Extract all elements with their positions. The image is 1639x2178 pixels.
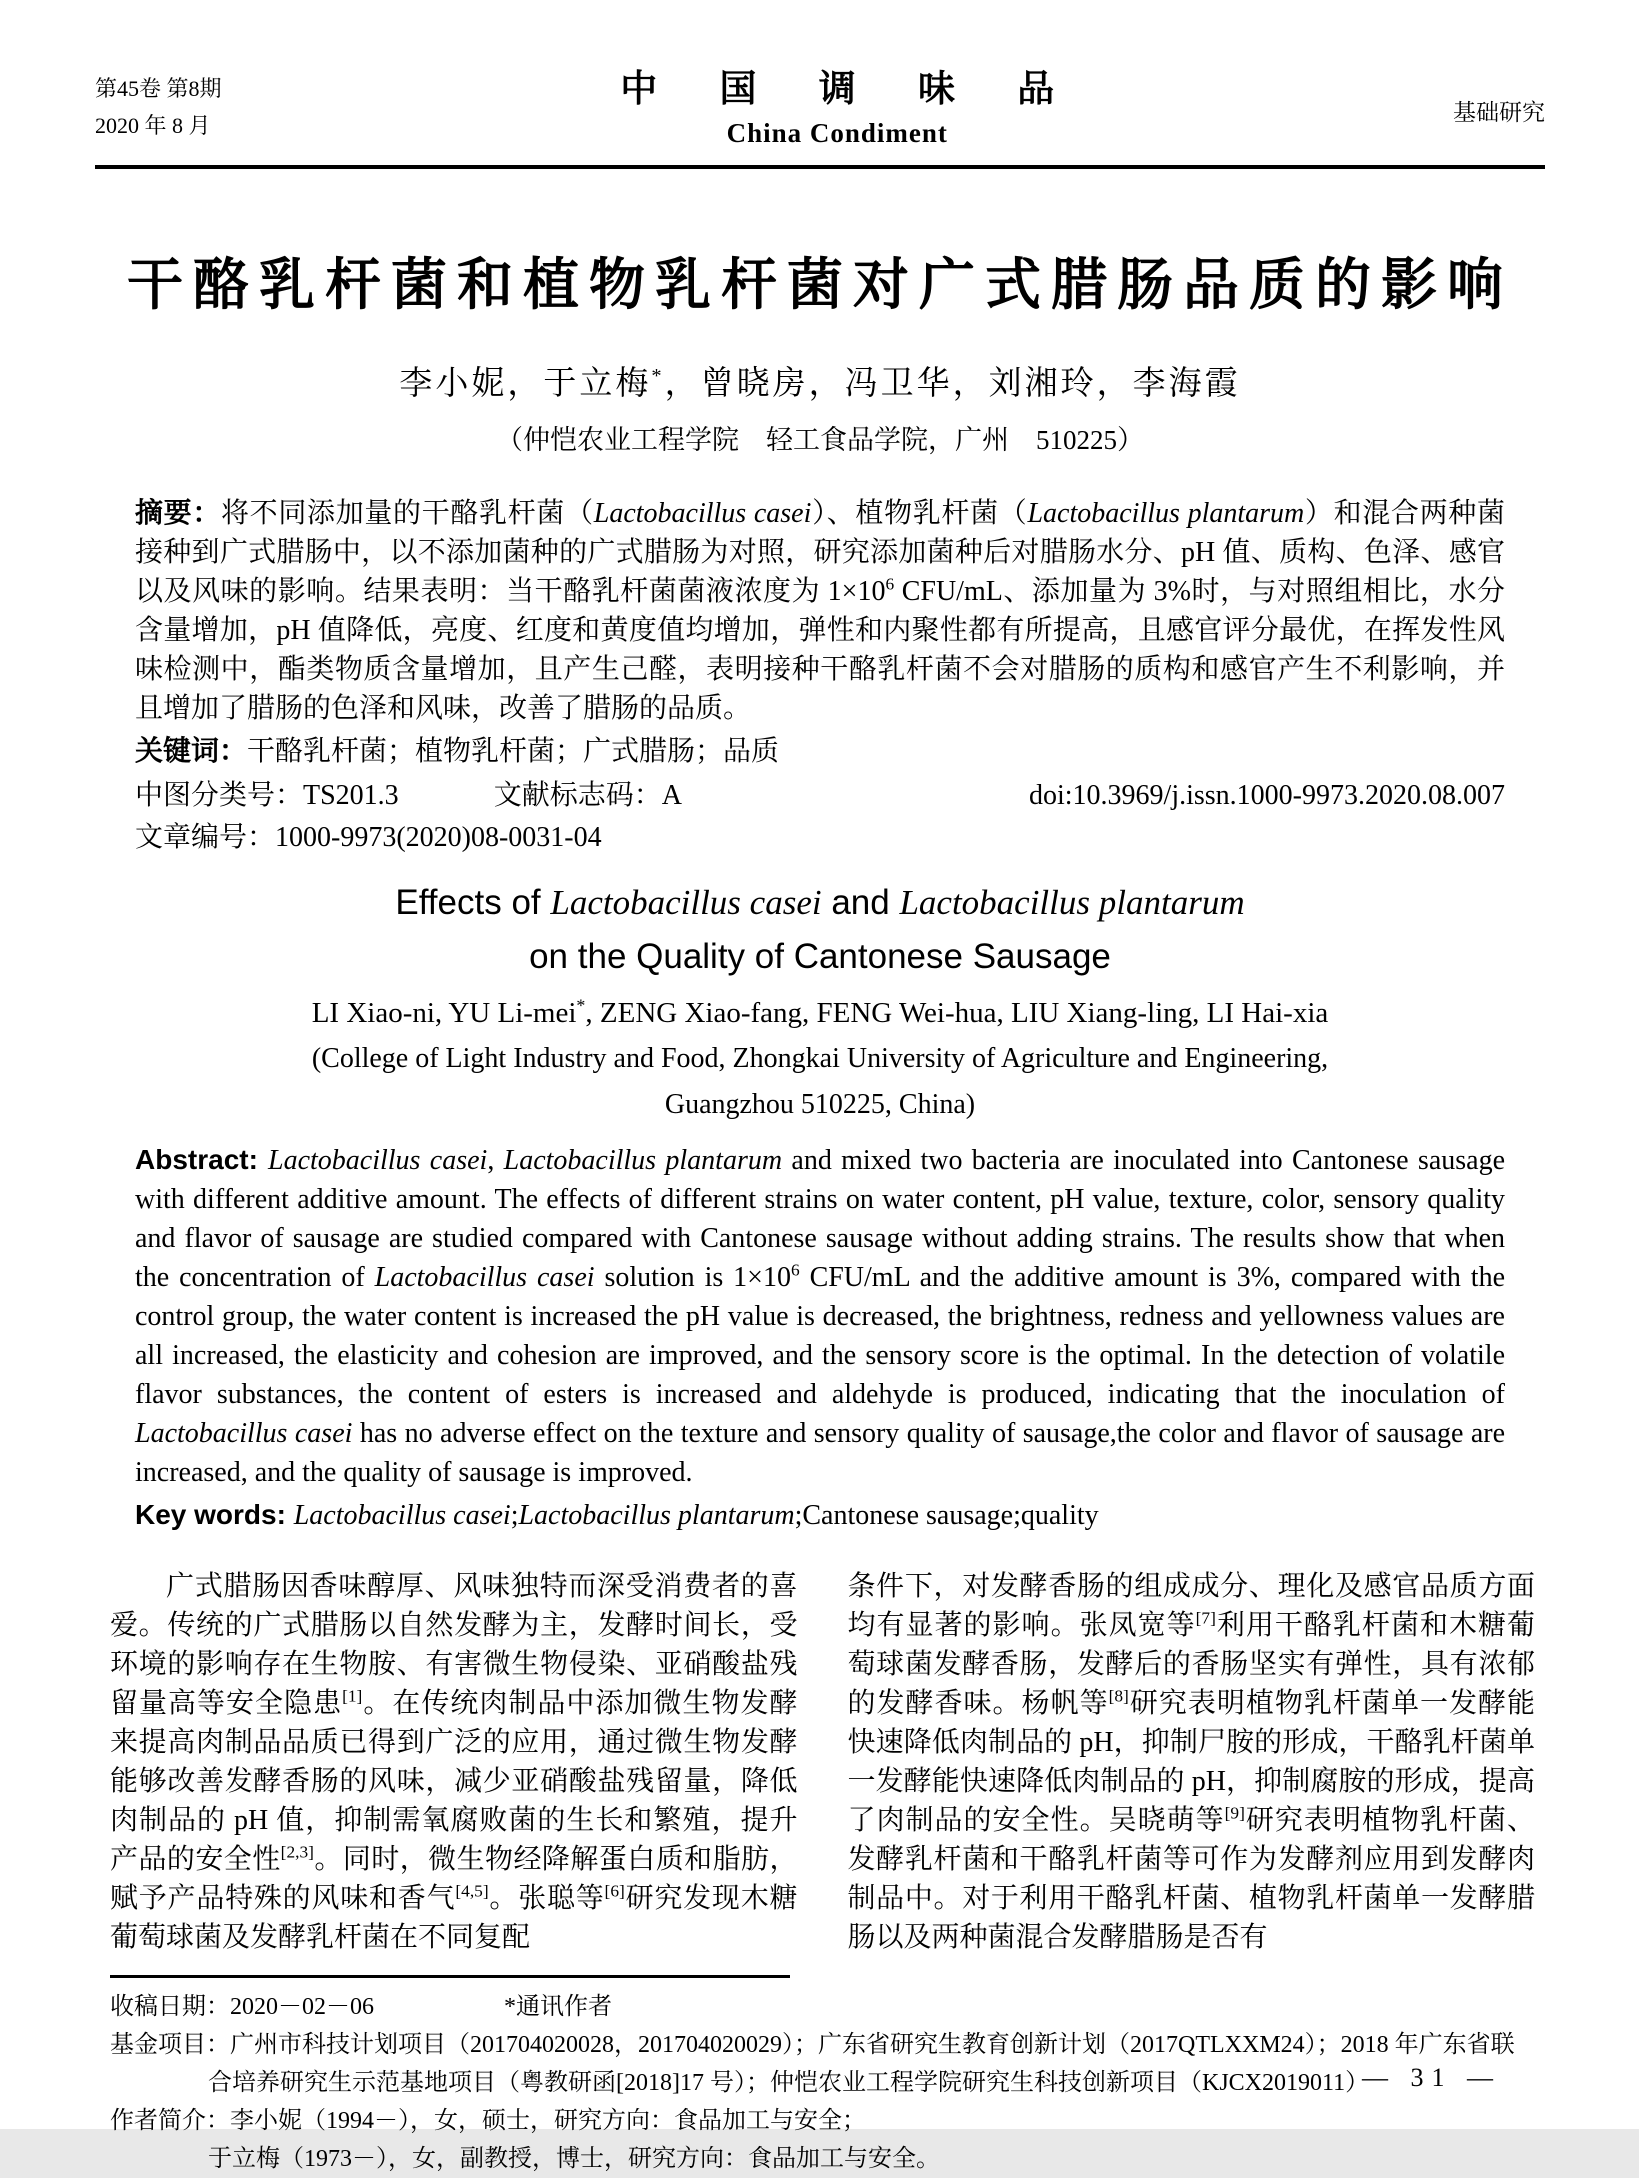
fund-project-line1: 基金项目：广州市科技计划项目（201704020028，201704020029）；广东省研究生教育创新计划（2017QTLXXM24）；2018 年广东省联 [110, 2032, 1515, 2058]
author-bio-line2: 于立梅（1973－），女，副教授，博士，研究方向：食品加工与安全。 [208, 2146, 940, 2172]
page-header [95, 58, 1545, 149]
page-number: — 31 — [1362, 2063, 1501, 2092]
column-label: 基础研究 [1453, 100, 1545, 125]
affiliation-cn: （仲恺农业工程学院 轻工食品学院，广州 510225） [496, 425, 1144, 455]
keywords-en: Key words: Lactobacillus casei;Lactobacillus plantarum;Cantonese sausage;quality [135, 1499, 1099, 1531]
article-meta-row [135, 775, 1505, 817]
article-title-en-line1: Effects of Lactobacillus casei and Lactobacillus plantarum [395, 883, 1245, 922]
body-column-left [110, 1567, 798, 1957]
journal-title-block [222, 58, 1453, 149]
body-columns [95, 1567, 1545, 1957]
header-rule [95, 165, 1545, 169]
keywords-cn: 关键词：干酪乳杆菌；植物乳杆菌；广式腊肠；品质 [135, 735, 780, 767]
affiliation-en-line2: Guangzhou 510225, China) [664, 1089, 976, 1120]
footnote-received-row [110, 1988, 1545, 2026]
author-bio-line1: 作者简介：李小妮（1994－），女，硕士，研究方向：食品加工与安全； [110, 2108, 866, 2134]
abstract-en: Abstract: Lactobacillus casei, Lactobacillus plantarum and mixed two bacteria are inoculated into Cantonese sausage with different additive amount. The effects of different strains on water content, pH value, texture, color, sensory quality and flavor of sausage are studied compared with Cantonese sausage without adding strains. The results show that when the concentration of Lactobacillus casei solution is $1\times 10^6$ CFU/mL and the additive amount is 3%, compared with the control group, the water content is increased the pH value is decreased, the brightness, redness and yellowness values are all increased, the elasticity and cohesion are improved, and the sensory score is the optimal. In the detection of volatile flavor substances, the content of esters is increased and aldehyde is produced, indicating that the inoculation of Lactobacillus casei has no adverse effect on the texture and sensory quality of sausage,the color and flavor of sausage are increased, and the quality of sausage is improved. [135, 1144, 1506, 1488]
doi: doi:10.3969/j.issn.1000-9973.2020.08.007 [1028, 780, 1505, 811]
volume-issue: 第45卷 第8期 [95, 76, 222, 101]
affiliation-en [95, 1036, 1545, 1128]
body-paragraph-left: 广式腊肠因香味醇厚、风味独特而深受消费者的喜爱。传统的广式腊肠以自然发酵为主，发酵时间长，受环境的影响存在生物胺、有害微生物侵染、亚硝酸盐残留量高等安全隐患[1]。在传统肉制品中添加微生物发酵来提高肉制品品质已得到广泛的应用，通过微生物发酵能够改善发酵香肠的风味，减少亚硝酸盐残留量，降低肉制品的 pH 值，抑制需氧腐败菌的生长和繁殖，提升产品的安全性[2,3]。同时，微生物经降解蛋白质和脂肪，赋予产品特殊的风味和香气[4,5]。张聪等[6]研究发现木糖葡萄球菌及发酵乳杆菌在不同复配 [110, 1571, 798, 1953]
abstract-cn: 摘要：将不同添加量的干酪乳杆菌（Lactobacillus casei）、植物乳杆菌（Lactobacillus plantarum）和混合两种菌接种到广式腊肠中，以不添加菌种的广式腊肠为对照，研究添加菌种后对腊肠水分、pH 值、质构、色泽、感官以及风味的影响。结果表明：当干酪乳杆菌菌液浓度为 $1\times 10^6$ CFU/mL、添加量为 3%时，与对照组相比，水分含量增加，pH 值降低，亮度、红度和黄度值均增加，弹性和内聚性都有所提高，且感官评分最优，在挥发性风味检测中，酯类物质含量增加，且产生己醛，表明接种干酪乳杆菌不会对腊肠的质构和感官产生不利影响，并且增加了腊肠的色泽和风味，改善了腊肠的品质。 [135, 497, 1505, 724]
article-id: 文章编号：1000-9973(2020)08-0031-04 [135, 822, 602, 853]
authors-cn: 李小妮，于立梅*，曾晓房，冯卫华，刘湘玲，李海霞 [399, 365, 1241, 402]
journal-title-en: China Condiment [726, 118, 948, 148]
authors-en: LI Xiao-ni, YU Li-mei*, ZENG Xiao-fang, FENG Wei-hua, LIU Xiang-ling, LI Hai-xia [311, 995, 1329, 1029]
issue-date: 2020 年 8 月 [95, 113, 211, 138]
header-issue-block [95, 58, 222, 144]
clc-number: 中图分类号：TS201.3 [135, 780, 399, 811]
affiliation-en-line1: (College of Light Industry and Food, Zhongkai University of Agriculture and Engineering, [311, 1043, 1329, 1074]
footnote-separator [110, 1975, 790, 1978]
body-column-right [848, 1567, 1536, 1957]
article-title-cn: 干酪乳杆菌和植物乳杆菌对广式腊肠品质的影响 [127, 253, 1513, 316]
body-paragraph-right: 条件下，对发酵香肠的组成成分、理化及感官品质方面均有显著的影响。张凤宽等[7]利用干酪乳杆菌和木糖葡萄球菌发酵香肠，发酵后的香肠坚实有弹性，具有浓郁的发酵香味。杨帆等[8]研究表明植物乳杆菌单一发酵能快速降低肉制品的 pH，抑制尸胺的形成，干酪乳杆菌单一发酵能快速降低肉制品的 pH，抑制腐胺的形成，提高了肉制品的安全性。吴晓萌等[9]研究表明植物乳杆菌、发酵乳杆菌和干酪乳杆菌等可作为发酵剂应用到发酵肉制品中。对于利用干酪乳杆菌、植物乳杆菌单一发酵腊肠以及两种菌混合发酵腊肠是否有 [847, 1571, 1535, 1953]
corresponding-author-note: *通讯作者 [504, 1994, 612, 2020]
document-code: 文献标志码：A [493, 780, 682, 811]
received-date: 收稿日期：2020－02－06 [110, 1994, 374, 2020]
journal-title-cn: 中 国 调 味 品 [620, 68, 1081, 109]
fund-project-line2: 合培养研究生示范基地项目（粤教研函[2018]17 号）；仲恺农业工程学院研究生科技创新项目（KJCX2019011） [208, 2070, 1370, 2096]
article-title-en-line2: on the Quality of Cantonese Sausage [529, 937, 1111, 976]
footnote [95, 1988, 1545, 2178]
